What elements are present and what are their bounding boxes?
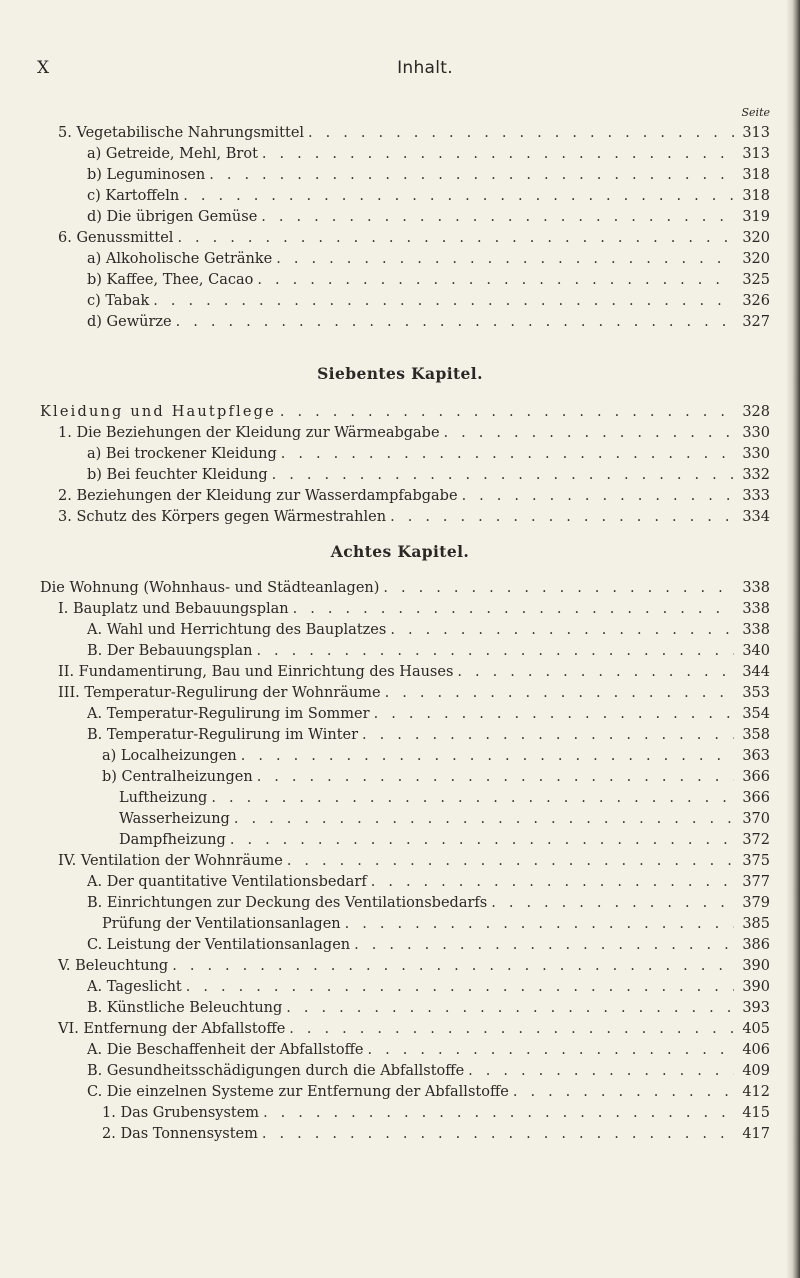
toc-row: b) Leguminosen . . . 318 <box>87 167 770 187</box>
dot-leader <box>371 874 734 890</box>
dot-leader <box>262 146 734 162</box>
toc-row: A. Der quantitative Ventilationsbedarf . . . 377 <box>87 874 770 894</box>
toc-row: d) Gewürze . . . 327 <box>87 314 770 334</box>
toc-row: a) Alkoholische Getränke . . . 320 <box>87 251 770 271</box>
dot-leader <box>367 1042 734 1058</box>
dot-leader <box>513 1084 734 1100</box>
toc-row: IV. Ventilation der Wohnräume . . . 375 <box>58 853 770 873</box>
toc-row: A. Temperatur-Regulirung im Sommer . . . 354 <box>87 706 770 726</box>
toc-row: B. Der Bebauungsplan . . . 340 <box>87 643 770 663</box>
toc-row: a) Getreide, Mehl, Brot . . . 313 <box>87 146 770 166</box>
toc-row: Die Wohnung (Wohnhaus- und Städteanlagen) . . . 338 <box>40 580 770 600</box>
dot-leader <box>374 706 734 722</box>
dot-leader <box>286 1000 734 1016</box>
toc-row: a) Bei trockener Kleidung . . . 330 <box>87 446 770 466</box>
toc-row: 2. Das Tonnensystem . . . 417 <box>102 1126 770 1146</box>
dot-leader <box>263 1105 734 1121</box>
dot-leader <box>390 509 734 525</box>
toc-row: c) Kartoffeln . . . 318 <box>87 188 770 208</box>
dot-leader <box>176 314 734 330</box>
dot-leader <box>280 404 734 420</box>
dot-leader <box>186 979 734 995</box>
toc-row: B. Gesundheitsschädigungen durch die Abfallstoffe . . . 409 <box>87 1063 770 1083</box>
dot-leader <box>293 601 734 617</box>
toc-row: b) Kaffee, Thee, Cacao . . . 325 <box>87 272 770 292</box>
toc-row: d) Die übrigen Gemüse . . . 319 <box>87 209 770 229</box>
page-number-roman: X <box>37 58 50 78</box>
dot-leader <box>209 167 734 183</box>
dot-leader <box>172 958 734 974</box>
toc-row: A. Tageslicht . . . 390 <box>87 979 770 999</box>
toc-row: 1. Die Beziehungen der Kleidung zur Wärmeabgabe . . . 330 <box>58 425 770 445</box>
seite-label: Seite <box>741 106 770 119</box>
dot-leader <box>256 643 734 659</box>
page-header <box>0 58 800 80</box>
dot-leader <box>234 811 734 827</box>
dot-leader <box>385 685 734 701</box>
dot-leader <box>468 1063 734 1079</box>
dot-leader <box>241 748 734 764</box>
toc-row: B. Künstliche Beleuchtung . . . 393 <box>87 1000 770 1020</box>
toc-row: C. Leistung der Ventilationsanlagen . . . 386 <box>87 937 770 957</box>
toc-row: c) Tabak . . . 326 <box>87 293 770 313</box>
toc-row: A. Die Beschaffenheit der Abfallstoffe . . . 406 <box>87 1042 770 1062</box>
dot-leader <box>153 293 734 309</box>
dot-leader <box>289 1021 734 1037</box>
toc-row: a) Localheizungen . . . 363 <box>102 748 770 768</box>
dot-leader <box>262 1126 734 1142</box>
dot-leader <box>281 446 734 462</box>
dot-leader <box>261 209 734 225</box>
dot-leader <box>354 937 734 953</box>
dot-leader <box>183 188 734 204</box>
toc-row: Kleidung und Hautpflege . . . 328 <box>40 404 770 424</box>
dot-leader <box>457 664 734 680</box>
dot-leader <box>211 790 734 806</box>
dot-leader <box>287 853 734 869</box>
chapter-heading-8: Achtes Kapitel. <box>330 542 470 561</box>
toc-row: 5. Vegetabilische Nahrungsmittel . . . 313 <box>58 125 770 145</box>
page-edge-shadow <box>786 0 800 1278</box>
toc-row: Wasserheizung . . . 370 <box>119 811 770 831</box>
running-title: Inhalt. <box>397 58 453 78</box>
chapter-heading-7: Siebentes Kapitel. <box>317 364 483 383</box>
toc-row: VI. Entfernung der Abfallstoffe . . . 405 <box>58 1021 770 1041</box>
toc-row: 1. Das Grubensystem . . . 415 <box>102 1105 770 1125</box>
toc-row: III. Temperatur-Regulirung der Wohnräume . . . 353 <box>58 685 770 705</box>
dot-leader <box>257 272 734 288</box>
dot-leader <box>257 769 734 785</box>
dot-leader <box>230 832 734 848</box>
toc-row: b) Bei feuchter Kleidung . . . 332 <box>87 467 770 487</box>
toc-row: 3. Schutz des Körpers gegen Wärmestrahlen . . . 334 <box>58 509 770 529</box>
toc-row: Luftheizung . . . 366 <box>119 790 770 810</box>
toc-row: II. Fundamentirung, Bau und Einrichtung des Hauses . . . 344 <box>58 664 770 684</box>
dot-leader <box>177 230 734 246</box>
toc-row: 6. Genussmittel . . . 320 <box>58 230 770 250</box>
dot-leader <box>345 916 734 932</box>
toc-row: Dampfheizung . . . 372 <box>119 832 770 852</box>
toc-row: B. Temperatur-Regulirung im Winter . . . 358 <box>87 727 770 747</box>
toc-row: C. Die einzelnen Systeme zur Entfernung der Abfallstoffe . . . 412 <box>87 1084 770 1104</box>
dot-leader <box>491 895 734 911</box>
toc-row: A. Wahl und Herrichtung des Bauplatzes . . . 338 <box>87 622 770 642</box>
dot-leader <box>272 467 734 483</box>
dot-leader <box>383 580 734 596</box>
dot-leader <box>390 622 734 638</box>
toc-row: V. Beleuchtung . . . 390 <box>58 958 770 978</box>
toc-row: Prüfung der Ventilationsanlagen . . . 385 <box>102 916 770 936</box>
dot-leader <box>276 251 734 267</box>
dot-leader <box>444 425 734 441</box>
toc-row: I. Bauplatz und Bebauungsplan . . . 338 <box>58 601 770 621</box>
toc-row: 2. Beziehungen der Kleidung zur Wasserdampfabgabe . . . 333 <box>58 488 770 508</box>
toc-row: B. Einrichtungen zur Deckung des Ventilationsbedarfs . . . 379 <box>87 895 770 915</box>
dot-leader <box>362 727 734 743</box>
dot-leader <box>308 125 734 141</box>
dot-leader <box>462 488 734 504</box>
toc-row: b) Centralheizungen . . . 366 <box>102 769 770 789</box>
